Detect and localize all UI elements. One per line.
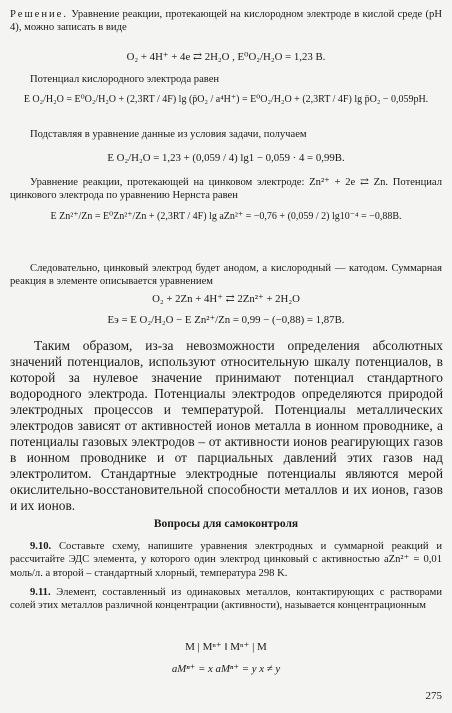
question-9-11 — [10, 586, 442, 613]
question-9-11-text: Элемент, составленный из одинаковых металлов, контактирующих с растворами солей этих металлов различной концентрации (активности), называется концентрационным — [10, 587, 442, 612]
equation-overall-reaction: O₂ + 2Zn + 4H⁺ ⇄ 2Zn²⁺ + 2H₂O — [152, 293, 300, 305]
concentration-cell-activities: aMⁿ⁺ = x aMⁿ⁺ = y x ≠ y — [171, 663, 281, 675]
concentration-cell-scheme: M | Mⁿ⁺ ‖ Mⁿ⁺ | M — [185, 641, 267, 653]
equation-oxygen-potential: E O₂/H₂O = E⁰O₂/H₂O + (2,3RT / 4F) lg (p̄O₂ / a⁴H⁺) = E⁰O₂/H₂O + (2,3RT / 4F) lg p̄O₂ − 0,059pH. — [23, 94, 429, 105]
equation-oxygen-value: E O₂/H₂O = 1,23 + (0,059 / 4) lg1 − 0,059 · 4 = 0,99B. — [107, 152, 345, 164]
solution-label: Решение. — [10, 9, 69, 20]
question-9-11-number: 9.11. — [30, 587, 51, 598]
questions-heading: Вопросы для самоконтроля — [153, 518, 299, 530]
question-9-10-text: Составьте схему, напишите уравнения электродных и суммарной реакций и рассчитайте ЭДС элемента, у которого один электрод цинковый с активностью aZn²⁺ = 0,01 моль/л. а второй – стандартный хлорный, температура 298 K. — [10, 541, 442, 579]
equation-emf: Eэ = E O₂/H₂O − E Zn²⁺/Zn = 0,99 − (−0,88) = 1,87B. — [107, 314, 345, 326]
equation-oxygen-reaction: O₂ + 4H⁺ + 4e ⇄ 2H₂O , E⁰O₂/H₂O = 1,23 B. — [126, 51, 326, 63]
solution-intro — [10, 8, 442, 35]
question-9-10-number: 9.10. — [30, 541, 52, 552]
page-number: 275 — [425, 690, 442, 702]
main-paragraph: Таким образом, из-за невозможности определения абсолютных значений потенциалов, используют относительную шкалу потенциалов, в которой за нулевое значение принимают потенциал стандартного водородного электрода. Потенциалы электродов определяются природой электродных процессов и температурой. Потенциалы металлических электродов зависят от активностей ионов металла в ионном проводнике, а потенциалы газовых электродов – от активности ионов реагирующих газов в ионном проводнике и от парциальных давлений этих газов над электролитом. Стандартные электродные потенциалы являются мерой окислительно-восстановительной способности металлов и их ионов, газов и их ионов. — [10, 338, 443, 514]
solution-paragraph-5: Следовательно, цинковый электрод будет анодом, а кислородный — катодом. Суммарная реакция в элементе описывается уравнением — [10, 263, 442, 288]
solution-paragraph-3: Подставляя в уравнение данные из условия задачи, получаем — [30, 129, 307, 140]
solution-paragraph-4: Уравнение реакции, протекающей на цинковом электроде: Zn²⁺ + 2e ⇄ Zn. Потенциал цинкового электрода по уравнению Нернста равен — [10, 177, 442, 202]
question-9-10 — [10, 540, 442, 580]
equation-zinc-potential: E Zn²⁺/Zn = E⁰Zn²⁺/Zn + (2,3RT / 4F) lg aZn²⁺ = −0,76 + (0,059 / 2) lg10⁻⁴ = −0,88B. — [50, 211, 402, 222]
solution-paragraph-1: Уравнение реакции, протекающей на кислородном электроде в кислой среде (pH 4), можно записать в виде — [10, 9, 442, 34]
solution-paragraph-2: Потенциал кислородного электрода равен — [30, 74, 220, 85]
